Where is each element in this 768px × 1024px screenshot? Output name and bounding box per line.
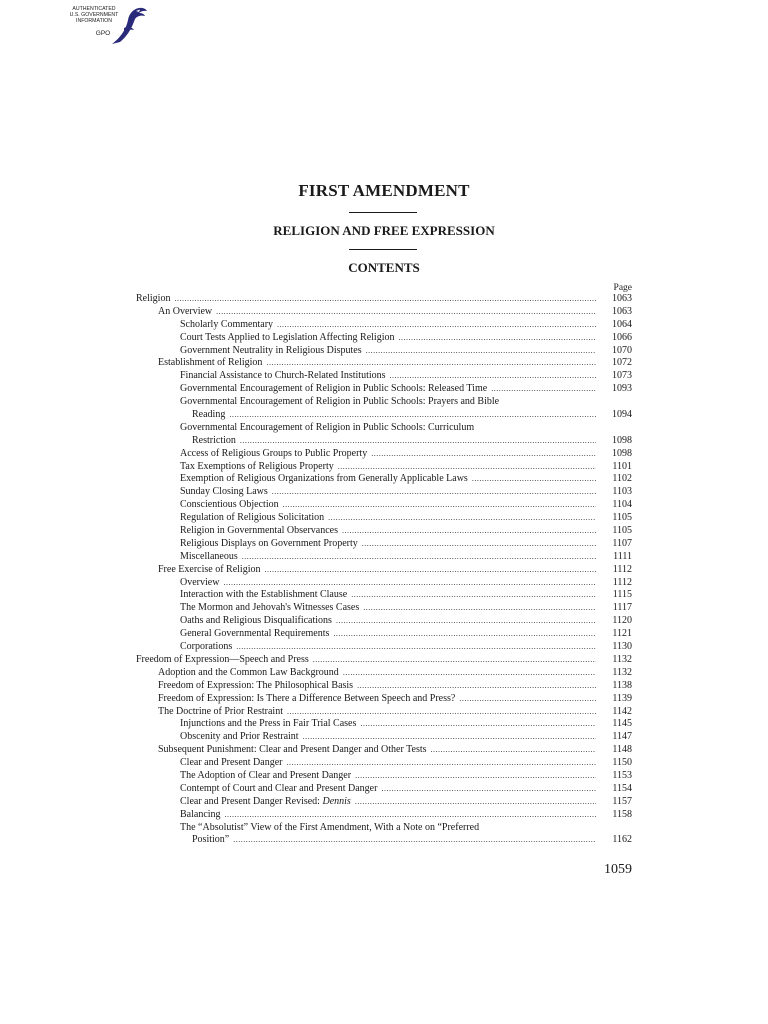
toc-dot-leader	[362, 538, 596, 551]
contents-heading: CONTENTS	[348, 260, 420, 275]
toc-entry-page: 1115	[612, 589, 632, 601]
toc-entry	[136, 357, 632, 370]
toc-entry	[136, 370, 632, 383]
toc-dot-leader	[398, 332, 596, 345]
toc-entry-page: 1153	[612, 769, 632, 781]
toc-dot-leader	[357, 680, 596, 693]
toc-dot-leader	[223, 577, 596, 590]
table-of-contents	[136, 293, 632, 847]
toc-entry	[136, 473, 632, 486]
toc-entry-title: Subsequent Punishment: Clear and Present Danger and Other Tests	[158, 744, 431, 757]
toc-entry-title: Obscenity and Prior Restraint	[180, 731, 303, 744]
title-divider	[349, 212, 417, 213]
toc-dot-leader	[355, 796, 596, 809]
toc-dot-leader	[336, 615, 596, 628]
toc-entry	[136, 383, 632, 396]
toc-entry	[136, 538, 632, 551]
toc-entry-title: Miscellaneous	[180, 551, 242, 564]
toc-entry-title: Religion in Governmental Observances	[180, 525, 342, 538]
toc-entry-title: Exemption of Religious Organizations from Generally Applicable Laws	[180, 473, 472, 486]
toc-entry	[136, 706, 632, 719]
toc-dot-leader	[287, 706, 596, 719]
logo-line-1: AUTHENTICATED	[72, 6, 116, 12]
toc-entry	[136, 448, 632, 461]
toc-entry-page: 1150	[612, 757, 632, 769]
toc-entry-title: Governmental Encouragement of Religion in Public Schools: Curriculum	[180, 421, 475, 433]
toc-entry-title: The “Absolutist” View of the First Amendment, With a Note on “Preferred	[180, 821, 480, 833]
toc-entry-title: Freedom of Expression: The Philosophical Basis	[158, 680, 357, 693]
toc-dot-leader	[431, 744, 596, 757]
toc-dot-leader	[363, 602, 596, 615]
toc-entry-title: Contempt of Court and Clear and Present Danger	[180, 783, 381, 796]
toc-entry-page: 1147	[612, 731, 632, 743]
toc-entry-page: 1094	[612, 409, 632, 421]
toc-entry-title: Overview	[180, 577, 223, 590]
toc-entry-title: The Doctrine of Prior Restraint	[158, 706, 287, 719]
toc-dot-leader	[343, 667, 596, 680]
toc-entry	[136, 332, 632, 345]
toc-entry	[136, 641, 632, 654]
toc-entry-title: Clear and Present Danger	[180, 757, 286, 770]
toc-dot-leader	[371, 448, 596, 461]
toc-entry	[136, 680, 632, 693]
toc-entry-title: Oaths and Religious Disqualifications	[180, 615, 336, 628]
toc-entry-title: Tax Exemptions of Religious Property	[180, 461, 338, 474]
toc-entry	[136, 486, 632, 499]
toc-entry-page: 1120	[612, 615, 632, 627]
toc-dot-leader	[277, 319, 596, 332]
toc-dot-leader	[333, 628, 596, 641]
toc-dot-leader	[459, 693, 596, 706]
toc-entry-title: Freedom of Expression: Is There a Difference Between Speech and Press?	[158, 693, 459, 706]
toc-entry	[136, 589, 632, 602]
toc-entry	[136, 693, 632, 706]
toc-entry-title: Regulation of Religious Solicitation	[180, 512, 328, 525]
toc-entry-title: Reading	[192, 409, 229, 422]
toc-entry	[136, 461, 632, 474]
toc-entry-page: 1158	[612, 808, 632, 820]
page-column-label: Page	[613, 283, 632, 293]
toc-entry-title: Religion	[136, 293, 174, 306]
toc-entry-title: Adoption and the Common Law Background	[158, 667, 343, 680]
toc-entry-page: 1154	[612, 782, 632, 794]
toc-entry	[136, 306, 632, 319]
toc-entry	[136, 770, 632, 783]
toc-entry	[136, 783, 632, 796]
toc-entry	[136, 435, 632, 448]
toc-entry-title: Governmental Encouragement of Religion in Public Schools: Prayers and Bible	[180, 396, 500, 408]
toc-entry	[136, 615, 632, 628]
toc-dot-leader	[390, 370, 596, 383]
toc-entry-page: 1112	[612, 576, 632, 588]
toc-entry-title: Conscientious Objection	[180, 499, 283, 512]
toc-entry	[136, 293, 632, 306]
page-number: 1059	[604, 862, 632, 877]
toc-dot-leader	[366, 345, 596, 358]
toc-entry-page: 1104	[612, 499, 632, 511]
toc-dot-leader	[303, 731, 596, 744]
toc-dot-leader	[233, 834, 596, 847]
toc-entry-title: Position”	[192, 834, 233, 847]
toc-entry	[136, 628, 632, 641]
toc-entry-title: Injunctions and the Press in Fair Trial Cases	[180, 718, 360, 731]
toc-dot-leader	[342, 525, 596, 538]
toc-entry-title: General Governmental Requirements	[180, 628, 333, 641]
toc-entry-page: 1132	[612, 666, 632, 678]
toc-entry-title: Government Neutrality in Religious Disputes	[180, 345, 366, 358]
toc-entry-page: 1121	[612, 628, 632, 640]
toc-dot-leader	[174, 293, 596, 306]
toc-entry	[136, 319, 632, 332]
toc-dot-leader	[472, 473, 596, 486]
toc-entry-page: 1066	[612, 331, 632, 343]
toc-entry-page: 1105	[612, 512, 632, 524]
toc-entry-page: 1145	[612, 718, 632, 730]
toc-dot-leader	[240, 435, 596, 448]
toc-entry-page: 1102	[612, 473, 632, 485]
toc-entry	[136, 512, 632, 525]
toc-entry-page: 1070	[612, 344, 632, 356]
toc-entry-page: 1103	[612, 486, 632, 498]
toc-entry-title: Court Tests Applied to Legislation Affecting Religion	[180, 332, 398, 345]
toc-dot-leader	[229, 409, 596, 422]
toc-entry	[136, 654, 632, 667]
toc-dot-leader	[313, 654, 596, 667]
toc-entry-title: Religious Displays on Government Property	[180, 538, 362, 551]
toc-entry	[136, 796, 632, 809]
toc-entry-page: 1101	[612, 460, 632, 472]
toc-entry-page: 1063	[612, 293, 632, 304]
toc-dot-leader	[242, 551, 596, 564]
toc-dot-leader	[338, 461, 596, 474]
toc-entry-page: 1157	[612, 795, 632, 807]
toc-dot-leader	[264, 564, 596, 577]
toc-entry-page: 1098	[612, 434, 632, 446]
toc-entry	[136, 731, 632, 744]
toc-entry-title: Restriction	[192, 435, 240, 448]
toc-dot-leader	[225, 809, 596, 822]
toc-entry-title: Interaction with the Establishment Clause	[180, 589, 351, 602]
toc-dot-leader	[216, 306, 596, 319]
toc-entry	[136, 564, 632, 577]
gpo-authentication-logo	[68, 4, 160, 46]
toc-entry-title: The Adoption of Clear and Present Danger	[180, 770, 355, 783]
toc-entry-title: Access of Religious Groups to Public Property	[180, 448, 371, 461]
toc-dot-leader	[286, 757, 596, 770]
toc-entry-page: 1107	[612, 537, 632, 549]
toc-entry	[136, 809, 632, 822]
toc-dot-leader	[236, 641, 596, 654]
toc-entry-title: The Mormon and Jehovah's Witnesses Cases	[180, 602, 363, 615]
toc-entry-page: 1073	[612, 370, 632, 382]
toc-entry-title: Corporations	[180, 641, 236, 654]
toc-entry-page: 1098	[612, 447, 632, 459]
toc-dot-leader	[351, 589, 596, 602]
toc-entry	[136, 396, 632, 409]
toc-entry	[136, 422, 632, 435]
toc-entry-page: 1130	[612, 641, 632, 653]
toc-dot-leader	[272, 486, 596, 499]
toc-entry-title: Freedom of Expression—Speech and Press	[136, 654, 313, 667]
document-title: FIRST AMENDMENT	[298, 181, 470, 200]
toc-entry	[136, 822, 632, 835]
toc-entry-page: 1105	[612, 525, 632, 537]
toc-entry-title: Scholarly Commentary	[180, 319, 277, 332]
toc-entry-page: 1063	[612, 305, 632, 317]
toc-entry-page: 1064	[612, 318, 632, 330]
toc-dot-leader	[491, 383, 596, 396]
toc-entry	[136, 834, 632, 847]
toc-entry-title: Financial Assistance to Church-Related Institutions	[180, 370, 390, 383]
toc-entry	[136, 525, 632, 538]
toc-entry	[136, 345, 632, 358]
document-subtitle: RELIGION AND FREE EXPRESSION	[273, 223, 495, 238]
toc-entry-page: 1148	[612, 744, 632, 756]
toc-entry	[136, 718, 632, 731]
toc-dot-leader	[266, 357, 596, 370]
toc-entry-page: 1132	[612, 653, 632, 665]
toc-entry-page: 1072	[612, 357, 632, 369]
toc-entry	[136, 551, 632, 564]
toc-dot-leader	[328, 512, 596, 525]
toc-entry-title: Governmental Encouragement of Religion in Public Schools: Released Time	[180, 383, 491, 396]
toc-entry-page: 1117	[612, 602, 632, 614]
toc-entry	[136, 409, 632, 422]
toc-entry	[136, 757, 632, 770]
toc-entry-page: 1142	[612, 705, 632, 717]
toc-dot-leader	[360, 718, 596, 731]
toc-dot-leader	[355, 770, 596, 783]
toc-entry	[136, 577, 632, 590]
toc-entry-page: 1162	[612, 834, 632, 846]
eagle-icon	[106, 4, 150, 46]
toc-entry-page: 1139	[612, 692, 632, 704]
toc-entry-page: 1111	[613, 550, 632, 562]
toc-entry-title: An Overview	[158, 306, 216, 319]
toc-dot-leader	[381, 783, 596, 796]
toc-entry-title: Establishment of Religion	[158, 357, 266, 370]
logo-agency: GPO	[95, 30, 111, 37]
toc-entry	[136, 744, 632, 757]
toc-entry	[136, 602, 632, 615]
toc-entry	[136, 667, 632, 680]
toc-entry-page: 1112	[612, 563, 632, 575]
toc-entry	[136, 499, 632, 512]
toc-dot-leader	[283, 499, 596, 512]
toc-entry-title: Free Exercise of Religion	[158, 564, 264, 577]
toc-entry-page: 1093	[612, 383, 632, 395]
logo-line-3: INFORMATION	[76, 18, 112, 25]
logo-line-2: U.S. GOVERNMENT	[69, 12, 119, 19]
toc-entry-page: 1138	[612, 679, 632, 691]
toc-entry-title: Balancing	[180, 809, 225, 822]
subtitle-divider	[349, 249, 417, 250]
toc-entry-title: Clear and Present Danger Revised: Dennis	[180, 796, 355, 809]
toc-entry-title: Sunday Closing Laws	[180, 486, 272, 499]
